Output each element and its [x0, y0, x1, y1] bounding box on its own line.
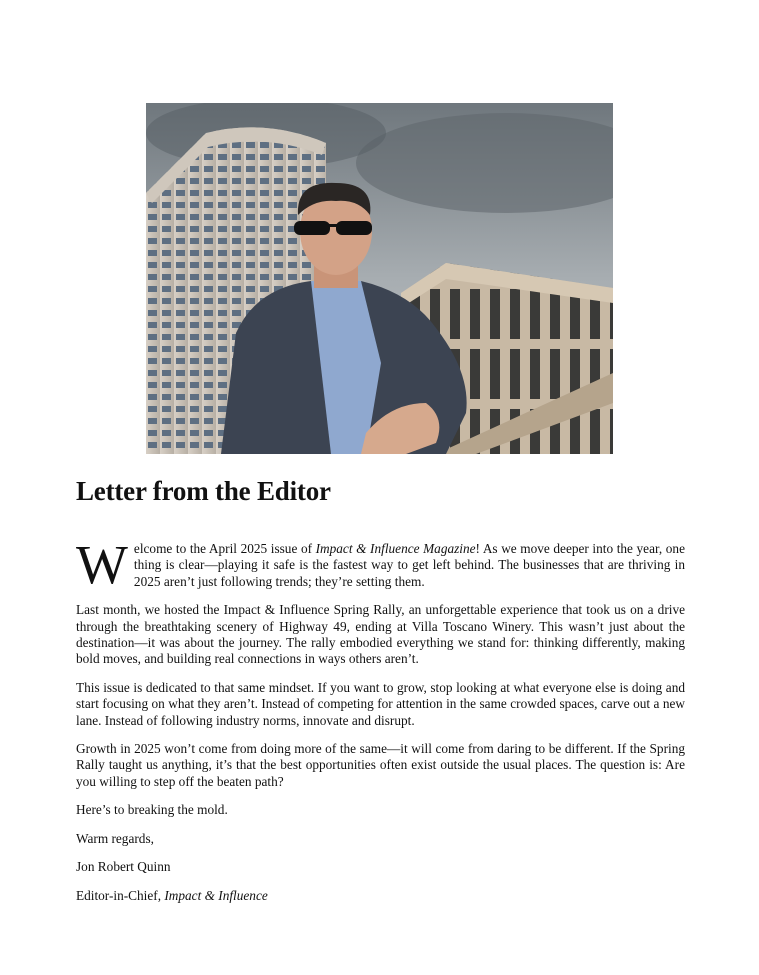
paragraph-rally: Last month, we hosted the Impact & Influence Spring Rally, an unforgettable experience that took us on a drive through the breathtaking scenery of Highway 49, ending at Villa Toscano Winery. This wasn’t just about the destination—it was about the journey. The rally embodied everything we stand for: thinking differently, making bold moves, and building real connections in ways others aren’t. — [76, 602, 685, 667]
intro-paragraph — [76, 534, 685, 595]
signoff-closing: Warm regards, — [76, 830, 154, 846]
drop-cap: W — [76, 534, 128, 595]
signoff-name: Jon Robert Quinn — [76, 859, 171, 875]
editor-photo-illustration — [146, 103, 613, 454]
signoff-role-prefix: Editor-in-Chief, — [76, 887, 165, 903]
magazine-name: Impact & Influence Magazine — [315, 541, 476, 556]
signoff-publication: Impact & Influence — [164, 887, 268, 903]
intro-text-start: elcome to the April 2025 issue of — [133, 541, 316, 556]
page-title: Letter from the Editor — [76, 476, 331, 506]
paragraph-mindset: This issue is dedicated to that same mindset. If you want to grow, stop looking at what everyone else is doing and start focusing on what they aren’t. Instead of competing for attention in the same crowded spaces, carve out a new lane. Instead of following industry norms, innovate and disrupt. — [76, 679, 685, 728]
intro-text-end: ! As we move deeper into the year, one thing is clear—playing it safe is the fastest way to get left behind. The businesses that are thriving in 2025 aren’t just following trends; they’re setting them. — [133, 541, 685, 589]
letter-body — [76, 534, 685, 916]
paragraph-closing-line: Here’s to breaking the mold. — [76, 802, 228, 818]
signoff-role — [76, 888, 685, 904]
editor-photo — [146, 103, 613, 454]
paragraph-growth: Growth in 2025 won’t come from doing more of the same—it will come from daring to be different. If the Spring Rally taught us anything, it’s that the best opportunities often exist outside the usual places. The question is: Are you willing to step off the beaten path? — [76, 741, 685, 789]
